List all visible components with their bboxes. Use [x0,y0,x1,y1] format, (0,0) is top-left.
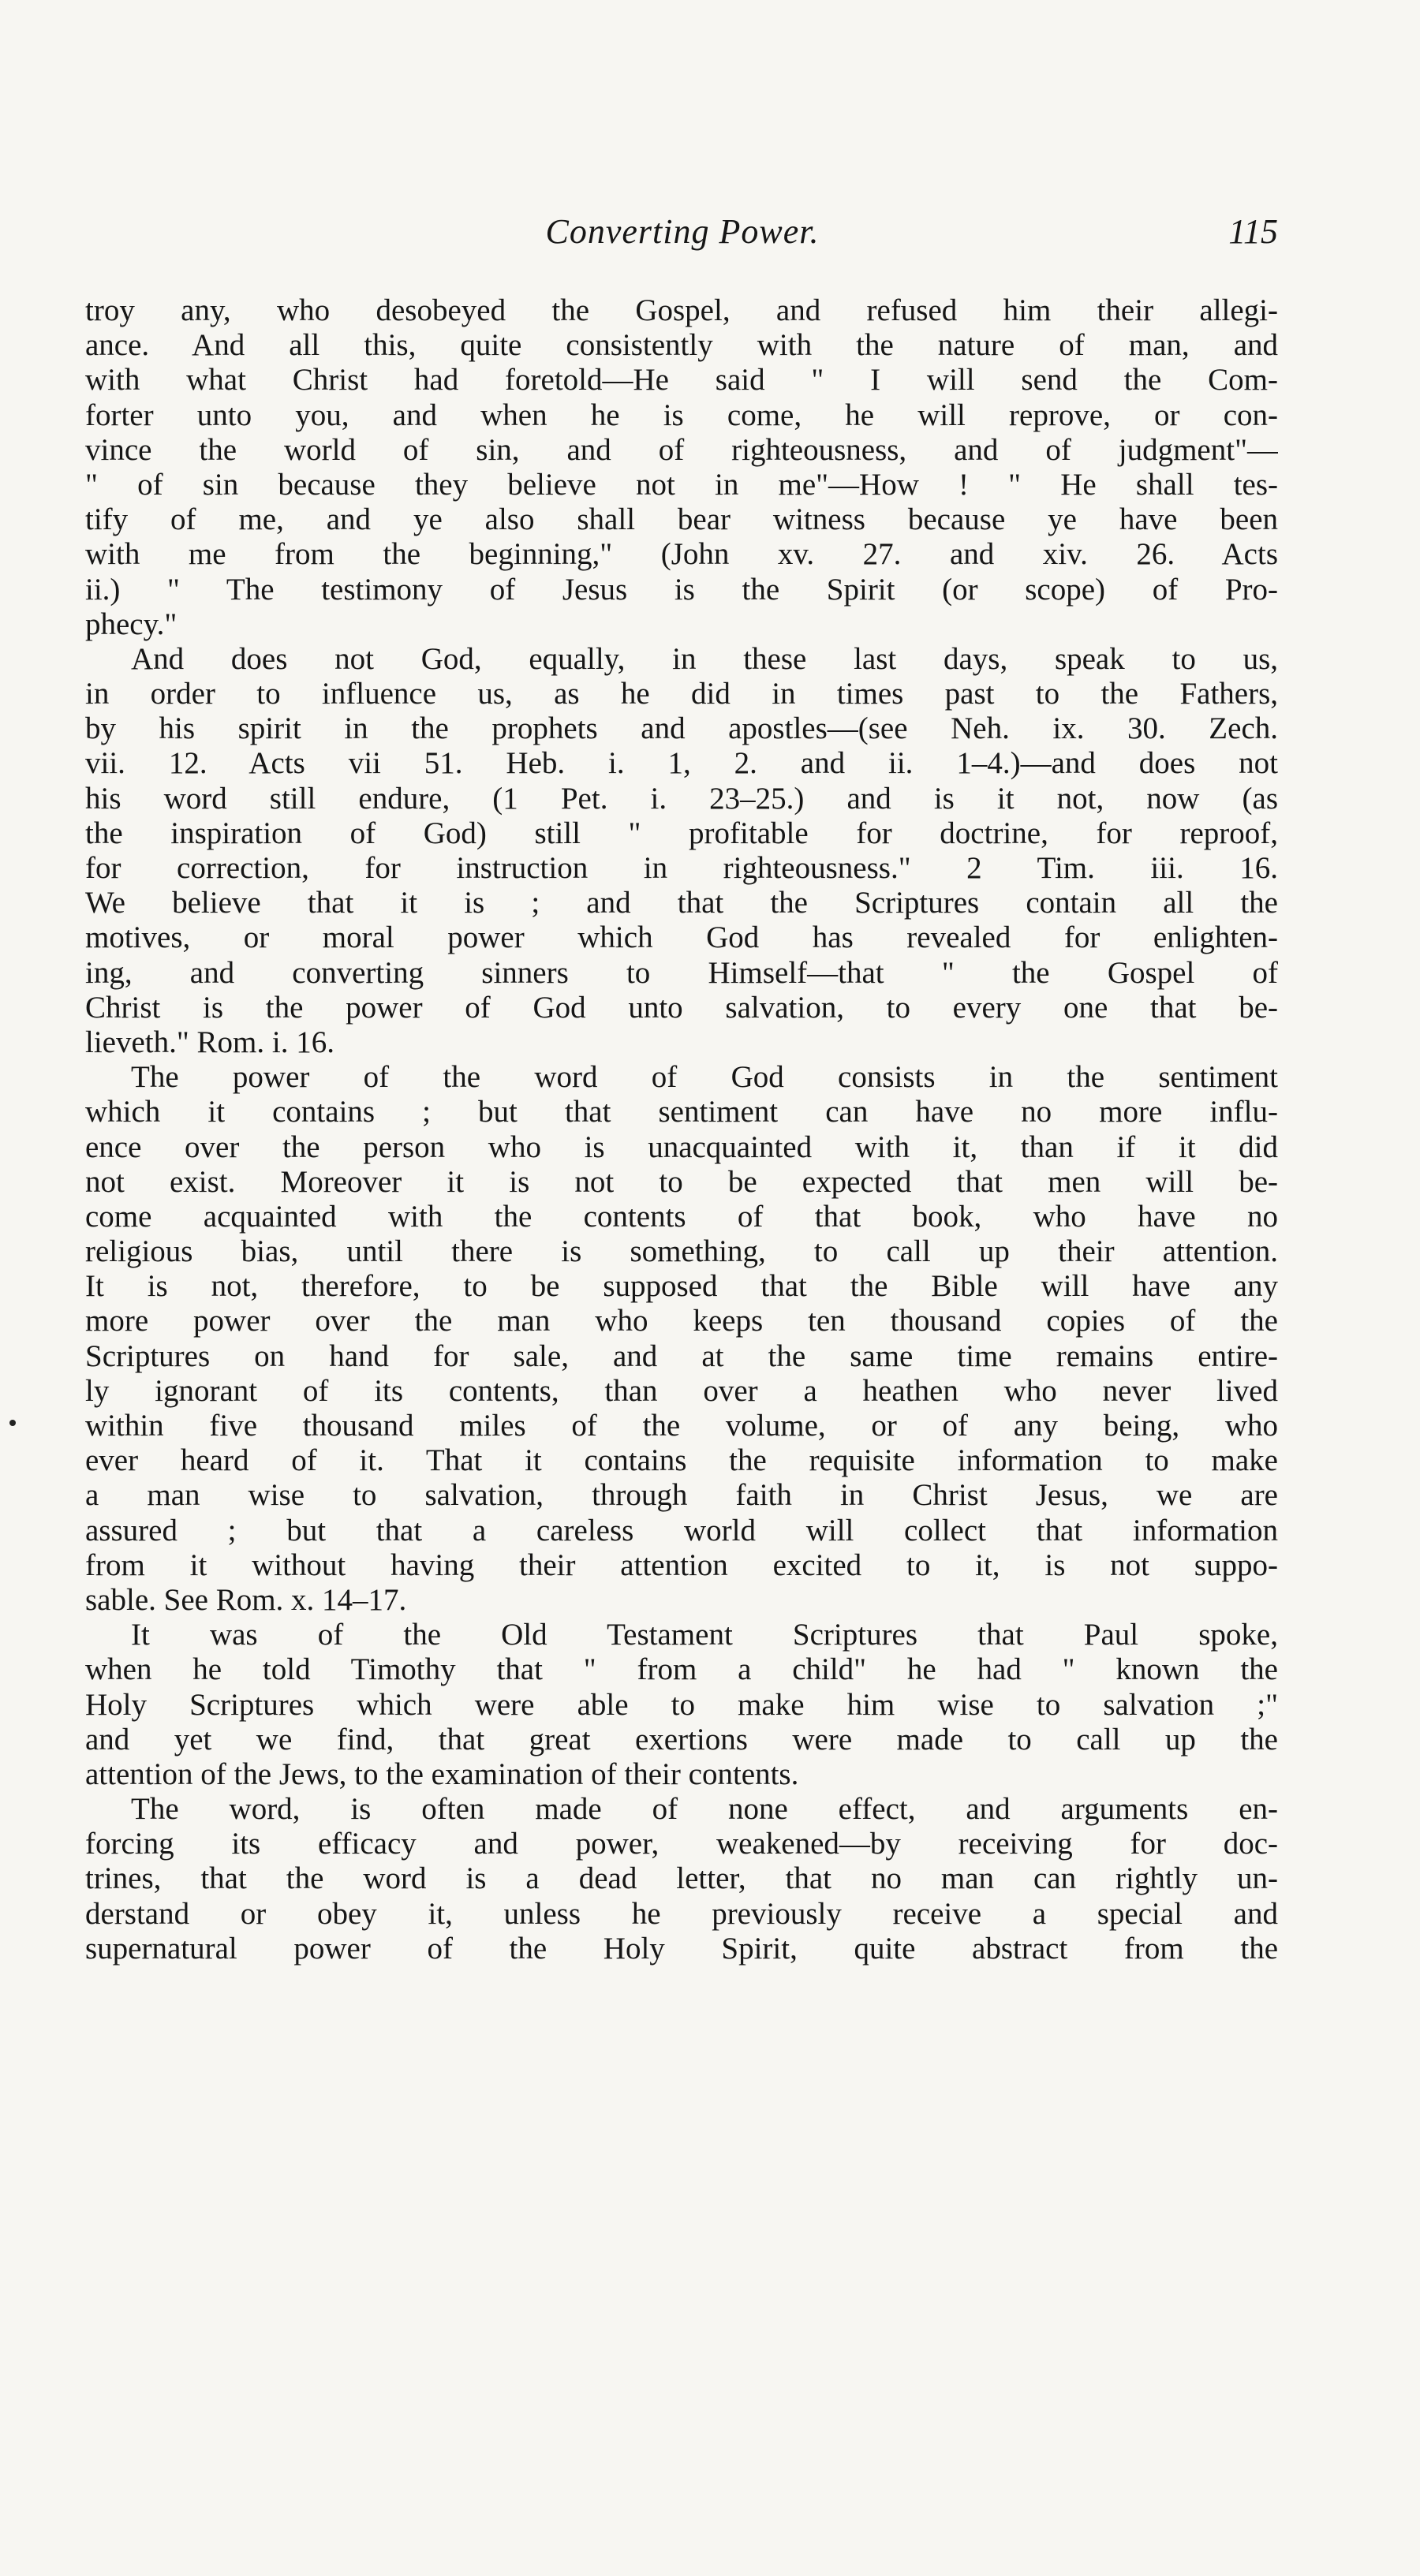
paragraph-first-line: And does not God, equally, in these last days, speak to us, [131,641,1278,676]
text-line: from it without having their attention excited to it, is not suppo- [85,1547,1278,1582]
page-header [87,211,1278,259]
body-text [85,293,1278,1966]
text-line: ever heard of it. That it contains the requisite information to make [85,1443,1278,1478]
text-line: vii. 12. Acts vii 51. Heb. i. 1, 2. and ii. 1–4.)—and does not [85,746,1278,781]
text-line: come acquainted with the contents of that book, who have no [85,1199,1278,1234]
paragraph-first-line: It was of the Old Testament Scriptures that Paul spoke, [131,1618,1278,1652]
text-line: when he told Timothy that " from a child" he had " known the [85,1652,1278,1687]
margin-mark [9,1420,16,1426]
text-line: religious bias, until there is something, to call up their attention. [85,1234,1278,1269]
text-line: vince the world of sin, and of righteousness, and of judgment"— [85,432,1278,467]
text-line: lieveth." Rom. i. 16. [85,1025,334,1059]
text-line: assured ; but that a careless world will collect that information [85,1513,1278,1547]
text-line: ii.) " The testimony of Jesus is the Spirit (or scope) of Pro- [85,572,1278,607]
text-line: forter unto you, and when he is come, he will reprove, or con- [85,398,1278,432]
text-line: more power over the man who keeps ten thousand copies of the [85,1304,1278,1338]
text-line: forcing its efficacy and power, weakened—by receiving for doc- [85,1827,1278,1861]
paragraph-first-line: The word, is often made of none effect, and arguments en- [131,1792,1278,1827]
text-line: motives, or moral power which God has revealed for enlighten- [85,920,1278,955]
text-line: Christ is the power of God unto salvation, to every one that be- [85,990,1278,1025]
text-line: derstand or obey it, unless he previously receive a special and [85,1896,1278,1931]
text-line: for correction, for instruction in righteousness." 2 Tim. iii. 16. [85,851,1278,885]
text-line: and yet we find, that great exertions were made to call up the [85,1722,1278,1757]
text-line: Scriptures on hand for sale, and at the same time remains entire- [85,1338,1278,1373]
text-line: ing, and converting sinners to Himself—that " the Gospel of [85,955,1278,990]
text-line: his word still endure, (1 Pet. i. 23–25.) and is it not, now (as [85,781,1278,816]
text-line: ly ignorant of its contents, than over a heathen who never lived [85,1373,1278,1408]
text-line: troy any, who desobeyed the Gospel, and refused him their allegi- [85,293,1278,327]
text-line: phecy." [85,607,178,641]
text-line: trines, that the word is a dead letter, that no man can rightly un- [85,1861,1278,1896]
text-line: " of sin because they believe not in me"—How ! " He shall tes- [85,467,1278,502]
text-line: with me from the beginning," (John xv. 27. and xiv. 26. Acts [85,537,1278,572]
text-line: Holy Scriptures which were able to make him wise to salvation ;" [85,1687,1278,1722]
text-line: in order to influence us, as he did in times past to the Fathers, [85,677,1278,711]
running-head: Converting Power. [545,212,820,251]
page-number: 115 [1228,212,1278,251]
text-line: tify of me, and ye also shall bear witness because ye have been [85,502,1278,537]
text-line: supernatural power of the Holy Spirit, quite abstract from the [85,1931,1278,1966]
paragraph-first-line: The power of the word of God consists in the sentiment [131,1060,1278,1095]
text-line: sable. See Rom. x. 14–17. [85,1582,407,1617]
text-line: with what Christ had foretold—He said " I will send the Com- [85,363,1278,398]
text-line: We believe that it is ; and that the Scriptures contain all the [85,886,1278,920]
text-line: ence over the person who is unacquainted with it, than if it did [85,1129,1278,1164]
text-line: within five thousand miles of the volume, or of any being, who [85,1409,1278,1443]
text-line: ance. And all this, quite consistently with the nature of man, and [85,328,1278,363]
text-line: which it contains ; but that sentiment can have no more influ- [85,1095,1278,1129]
text-line: not exist. Moreover it is not to be expected that men will be- [85,1164,1278,1199]
text-line: the inspiration of God) still " profitable for doctrine, for reproof, [85,816,1278,850]
text-line: attention of the Jews, to the examination of their contents. [85,1757,799,1791]
text-line: It is not, therefore, to be supposed that the Bible will have any [85,1269,1278,1304]
text-line: by his spirit in the prophets and apostles—(see Neh. ix. 30. Zech. [85,711,1278,746]
text-line: a man wise to salvation, through faith in Christ Jesus, we are [85,1478,1278,1513]
